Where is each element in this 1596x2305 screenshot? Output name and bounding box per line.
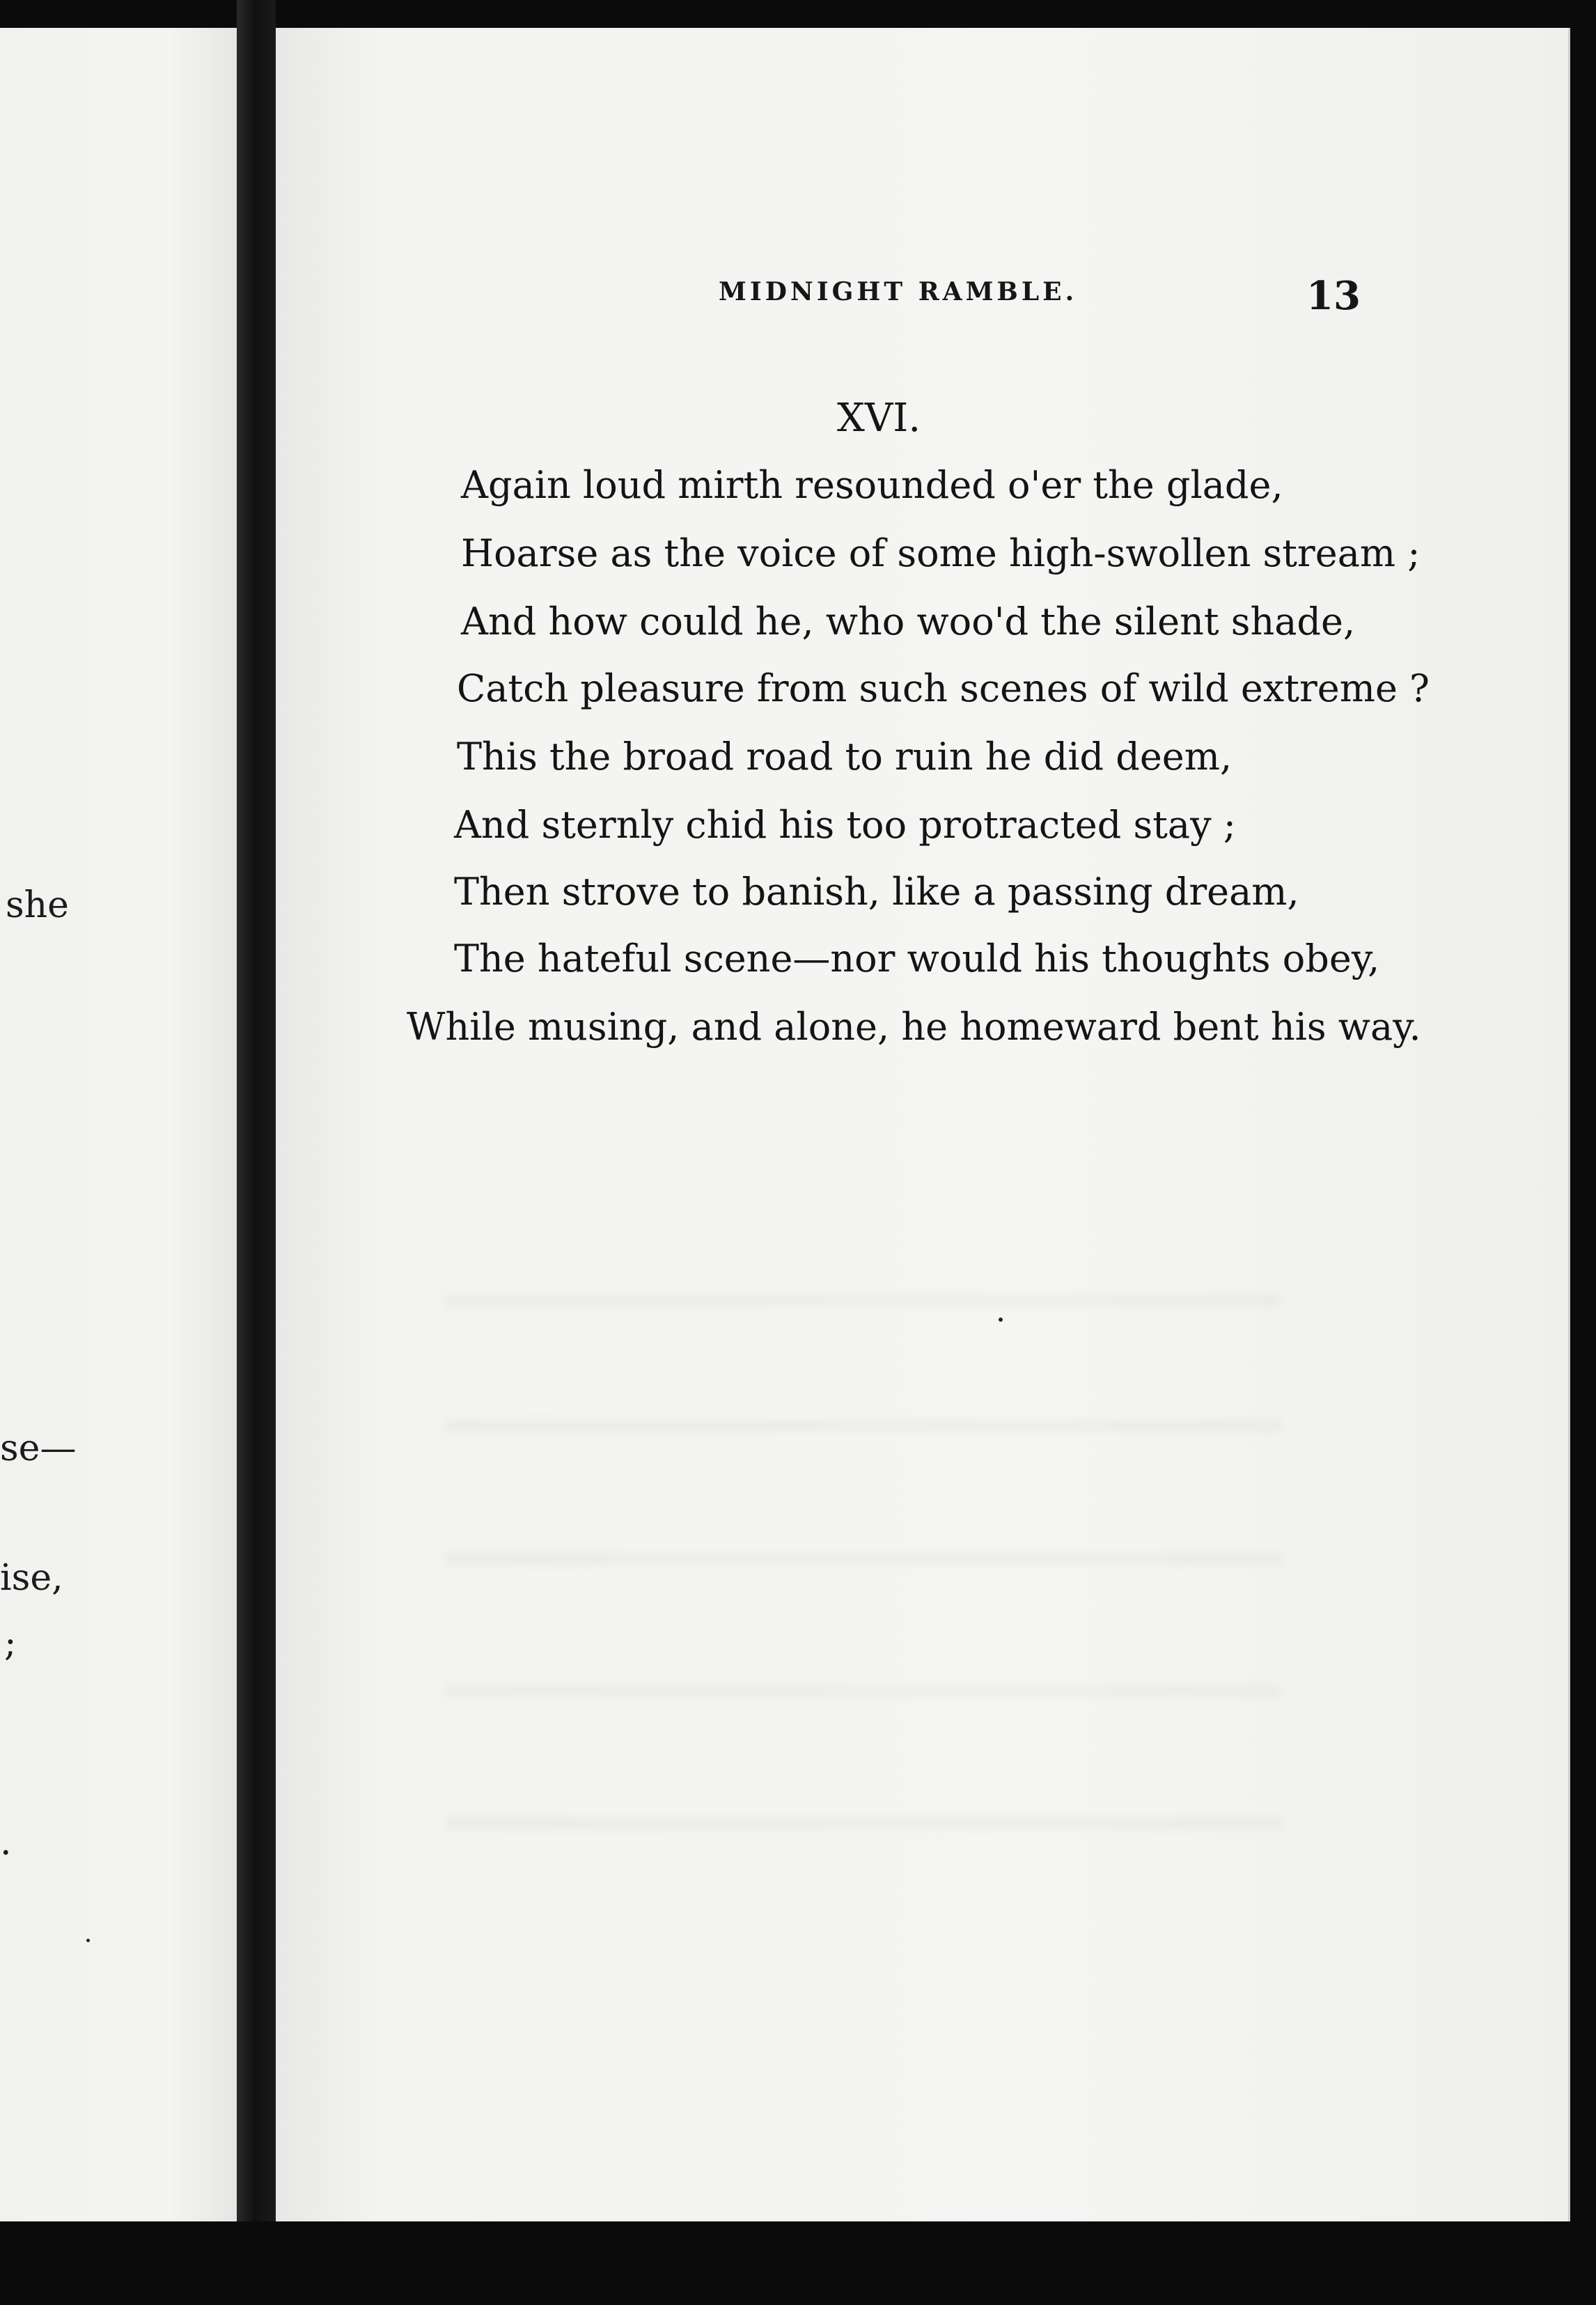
left-page-fragment: . bbox=[0, 1822, 12, 1863]
left-page-fragment: she bbox=[6, 884, 69, 926]
scan-border bbox=[0, 2221, 1596, 2305]
stanza-line: And sternly chid his too protracted stay ; bbox=[454, 803, 1236, 847]
ink-speck bbox=[999, 1318, 1003, 1322]
stanza-line: This the broad road to ruin he did deem, bbox=[457, 735, 1233, 779]
ink-speck bbox=[86, 1939, 90, 1942]
page-number: 13 bbox=[1306, 273, 1361, 319]
left-page-fragment: se— bbox=[0, 1428, 77, 1469]
stanza-line: While musing, and alone, he homeward bent his way. bbox=[407, 1005, 1421, 1049]
stanza-line: Then strove to banish, like a passing dream, bbox=[454, 870, 1299, 914]
stanza-line: Hoarse as the voice of some high-swollen stream ; bbox=[461, 531, 1421, 575]
stanza-line: Again loud mirth resounded o'er the glade, bbox=[461, 463, 1283, 507]
stanza-line: And how could he, who woo'd the silent shade, bbox=[461, 600, 1356, 643]
left-page-fragment: ; bbox=[4, 1623, 17, 1664]
running-head: MIDNIGHT RAMBLE. bbox=[719, 277, 1078, 306]
stanza-line: The hateful scene—nor would his thoughts obey, bbox=[454, 937, 1380, 980]
stanza-line: Catch pleasure from such scenes of wild extreme ? bbox=[457, 666, 1430, 710]
left-page-fragment: ise, bbox=[0, 1557, 63, 1599]
stanza-number: XVI. bbox=[837, 396, 921, 441]
